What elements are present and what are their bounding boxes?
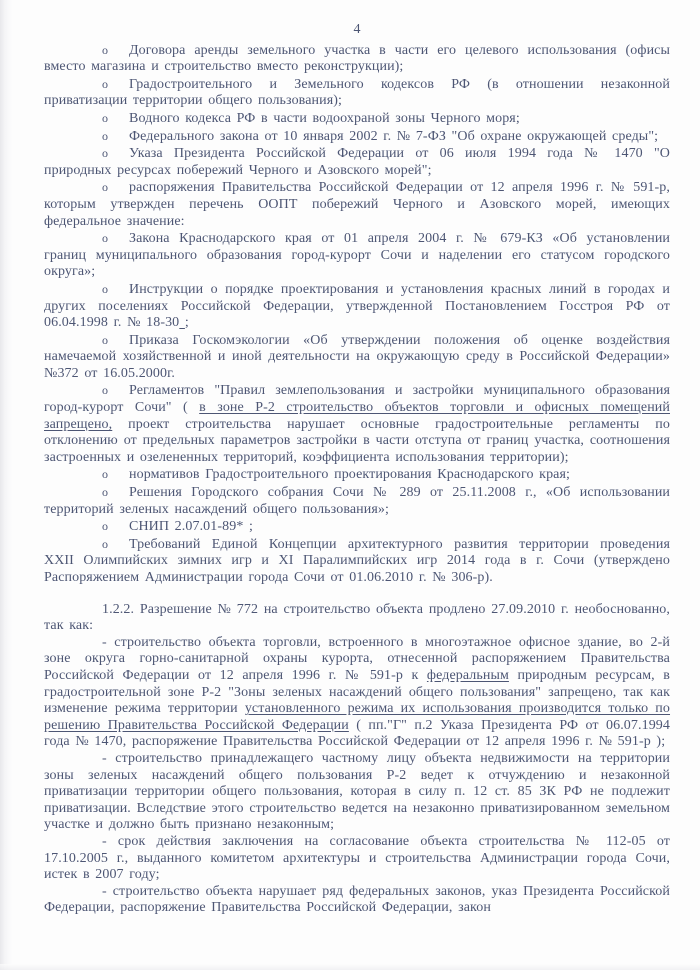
- list-item-goskomekologia-order: [44, 332, 670, 383]
- list-item-text: проект строительства нарушает основные градостроительные регламенты по отклонению от предельных параметров застройки в части отступа от границ участка, соотношения застроенных и озелененных территорий, коэффициента использования территории);: [44, 416, 670, 465]
- paragraph-text-underlined: федеральным: [426, 667, 509, 683]
- bullet-marker-icon: o: [102, 128, 109, 143]
- bullet-marker-icon: o: [102, 332, 109, 347]
- list-item-text: Градостроительного и Земельного кодексов РФ (в отношении незаконной приватизации территории общего пользования);: [44, 76, 670, 109]
- paragraph-text: - строительство объекта нарушает ряд федеральных законов, указ Президента Российской Федерации, распоряжение Правительства Российской Федерации, закон: [44, 883, 670, 916]
- dash-item-private-property: [44, 751, 670, 834]
- paragraph-text: - срок действия заключения на согласование объекта строительства № 112-05 от 17.10.2005 г., выданного комитетом архитектуры и строительства Администрации города Сочи, истек в 2007 году;: [44, 833, 670, 883]
- list-item-president-decree-1470: [44, 145, 670, 179]
- list-item-water-code: [44, 110, 670, 128]
- list-item-text: Инструкции о порядке проектирования и установления красных линий в городах и других поселениях Российской Федерации, утвержденной Постановлением Госстроя РФ от 06.04.1998 г. № 18-30: [44, 281, 670, 331]
- page-number: 4: [353, 22, 361, 37]
- list-item-text: Указа Президента Российской Федерации от 06 июля 1994 года № 1470 "О природных ресурсах побережий Черного и Азовского морей";: [44, 146, 670, 178]
- paragraph-text: 1.2.2. Разрешение № 772 на строительство объекта продлено 27.09.2010 г. необоснованно, так как:: [44, 601, 670, 634]
- list-item-text: Приказа Госкомэкологии «Об утверждении положения об оценке воздействия намечаемой хозяйственной и иной деятельности на окружающую среду в Российской Федерации» №372 от 16.05.2000г.: [44, 332, 670, 381]
- scan-edge-bottom-shadow: [0, 964, 700, 970]
- paragraph-text: - строительство объекта торговли, встроенного в многоэтажное офисное здание, во 2-й зоне округа горно-санитарной охраны курорта, отнесенной распоряжением Правительства Российской Федерации от 12 апреля 1996 г. № 591-р к: [44, 634, 670, 683]
- list-item-town-planning-land-codes: [44, 76, 670, 110]
- paragraph-text-underlined: установленного режима их использования производится только по решению Правительства Российской Федерации: [44, 701, 671, 733]
- paragraph-gap: [44, 587, 670, 602]
- paragraph-text: ( пп."Г" п.2 Указа Президента РФ от 06.07.1994 года № 1470, распоряжение Правительства Российской Федерации от 12 апреля 1996 г. № 591-р );: [44, 717, 670, 750]
- list-item-snip: [44, 518, 670, 536]
- list-item-red-lines-instruction: [44, 281, 670, 332]
- list-item-federal-law-7fz: [44, 128, 670, 146]
- bullet-marker-icon: o: [102, 281, 109, 296]
- list-item-text: СНИП 2.07.01-89* ;: [129, 519, 254, 535]
- bullet-marker-icon: o: [102, 519, 109, 534]
- bullet-marker-icon: o: [102, 383, 109, 398]
- list-item-government-order-591r: [44, 179, 670, 230]
- list-item-land-use-regulations: [44, 382, 670, 466]
- paragraph-1-2-2: [44, 602, 670, 635]
- dash-item-approval-expired: [44, 834, 670, 884]
- list-item-text: Договора аренды земельного участка в части его целевого использования (офисы вместо магазина и строительство вместо реконструкции);: [44, 42, 670, 75]
- bullet-marker-icon: o: [102, 42, 109, 57]
- list-item-text: распоряжения Правительства Российской Федерации от 12 апреля 1996 г. № 591-р, которым утвержден перечень ООПТ побережий Черного и Азовского морей, имеющих федеральное значение:: [44, 180, 670, 229]
- bullet-marker-icon: o: [102, 467, 109, 482]
- dash-item-construction-trade-object: [44, 635, 670, 751]
- list-item-krasnodar-law-679kz: [44, 230, 670, 281]
- list-item-text: нормативов Градостроительного проектирования Краснодарского края;: [129, 467, 571, 483]
- bullet-marker-icon: o: [102, 180, 109, 195]
- bullet-marker-icon: o: [102, 110, 109, 125]
- bullet-marker-icon: o: [102, 146, 109, 161]
- list-item-text: ;: [184, 315, 189, 331]
- list-item-city-assembly-decision-289: [44, 484, 670, 518]
- list-item-text: Регламентов "Правил землепользования и застройки муниципального образования город-курорт Сочи" (: [44, 383, 670, 416]
- paragraph-text: природным ресурсам, в градостроительной зоне Р-2 "Зоны зеленых насаждений общего пользования" запрещено, так как изменение режима территории: [44, 667, 670, 717]
- list-item-text: Решения Городского собрания Сочи № 289 от 25.11.2008 г., «Об использовании территорий зеленых насаждений общего пользования»;: [44, 485, 670, 517]
- list-item-text-underlined: в зоне Р-2 строительство объектов торговли и офисных помещений запрещено,: [44, 400, 670, 432]
- list-item-text: Водного кодекса РФ в части водоохраной зоны Черного моря;: [129, 110, 520, 126]
- bullet-marker-icon: o: [102, 231, 109, 246]
- list-item-design-standards: [44, 466, 670, 484]
- bullet-marker-icon: o: [102, 485, 109, 500]
- paragraph-text: - строительство принадлежащего частному лицу объекта недвижимости на территории зоны зеленых насаждений общего пользования Р-2 ведет к отчуждению и незаконной приватизации территории общего пользования, которая в силу п. 12 ст. 85 ЗК РФ не подлежит приватизации. Вследствие этого строительство ведется на незаконно приватизированном земельном участке и должно быть признано незаконным;: [44, 750, 670, 833]
- dash-item-violates-laws: [44, 884, 670, 917]
- bullet-marker-icon: o: [102, 536, 109, 551]
- list-item-text: Закона Краснодарского края от 01 апреля 2004 г. № 679-КЗ «Об установлении границ муниципального образования город-курорт Сочи и наделении его статусом городского округа»;: [44, 231, 670, 280]
- bullet-marker-icon: o: [102, 76, 109, 91]
- list-item-text: Требований Единой Концепции архитектурного развития территории проведения XXII Олимпийских зимних игр и XI Паралимпийских игр 2014 года в г. Сочи (утверждено Распоряжением Администрации города Сочи от 01.06.2010 г. № 306-р).: [44, 536, 670, 585]
- list-item-text: Федерального закона от 10 января 2002 г. № 7-ФЗ "Об охране окружающей среды";: [129, 128, 659, 144]
- list-item-lease-contract: [44, 42, 670, 76]
- list-item-olympic-concept: [44, 536, 670, 587]
